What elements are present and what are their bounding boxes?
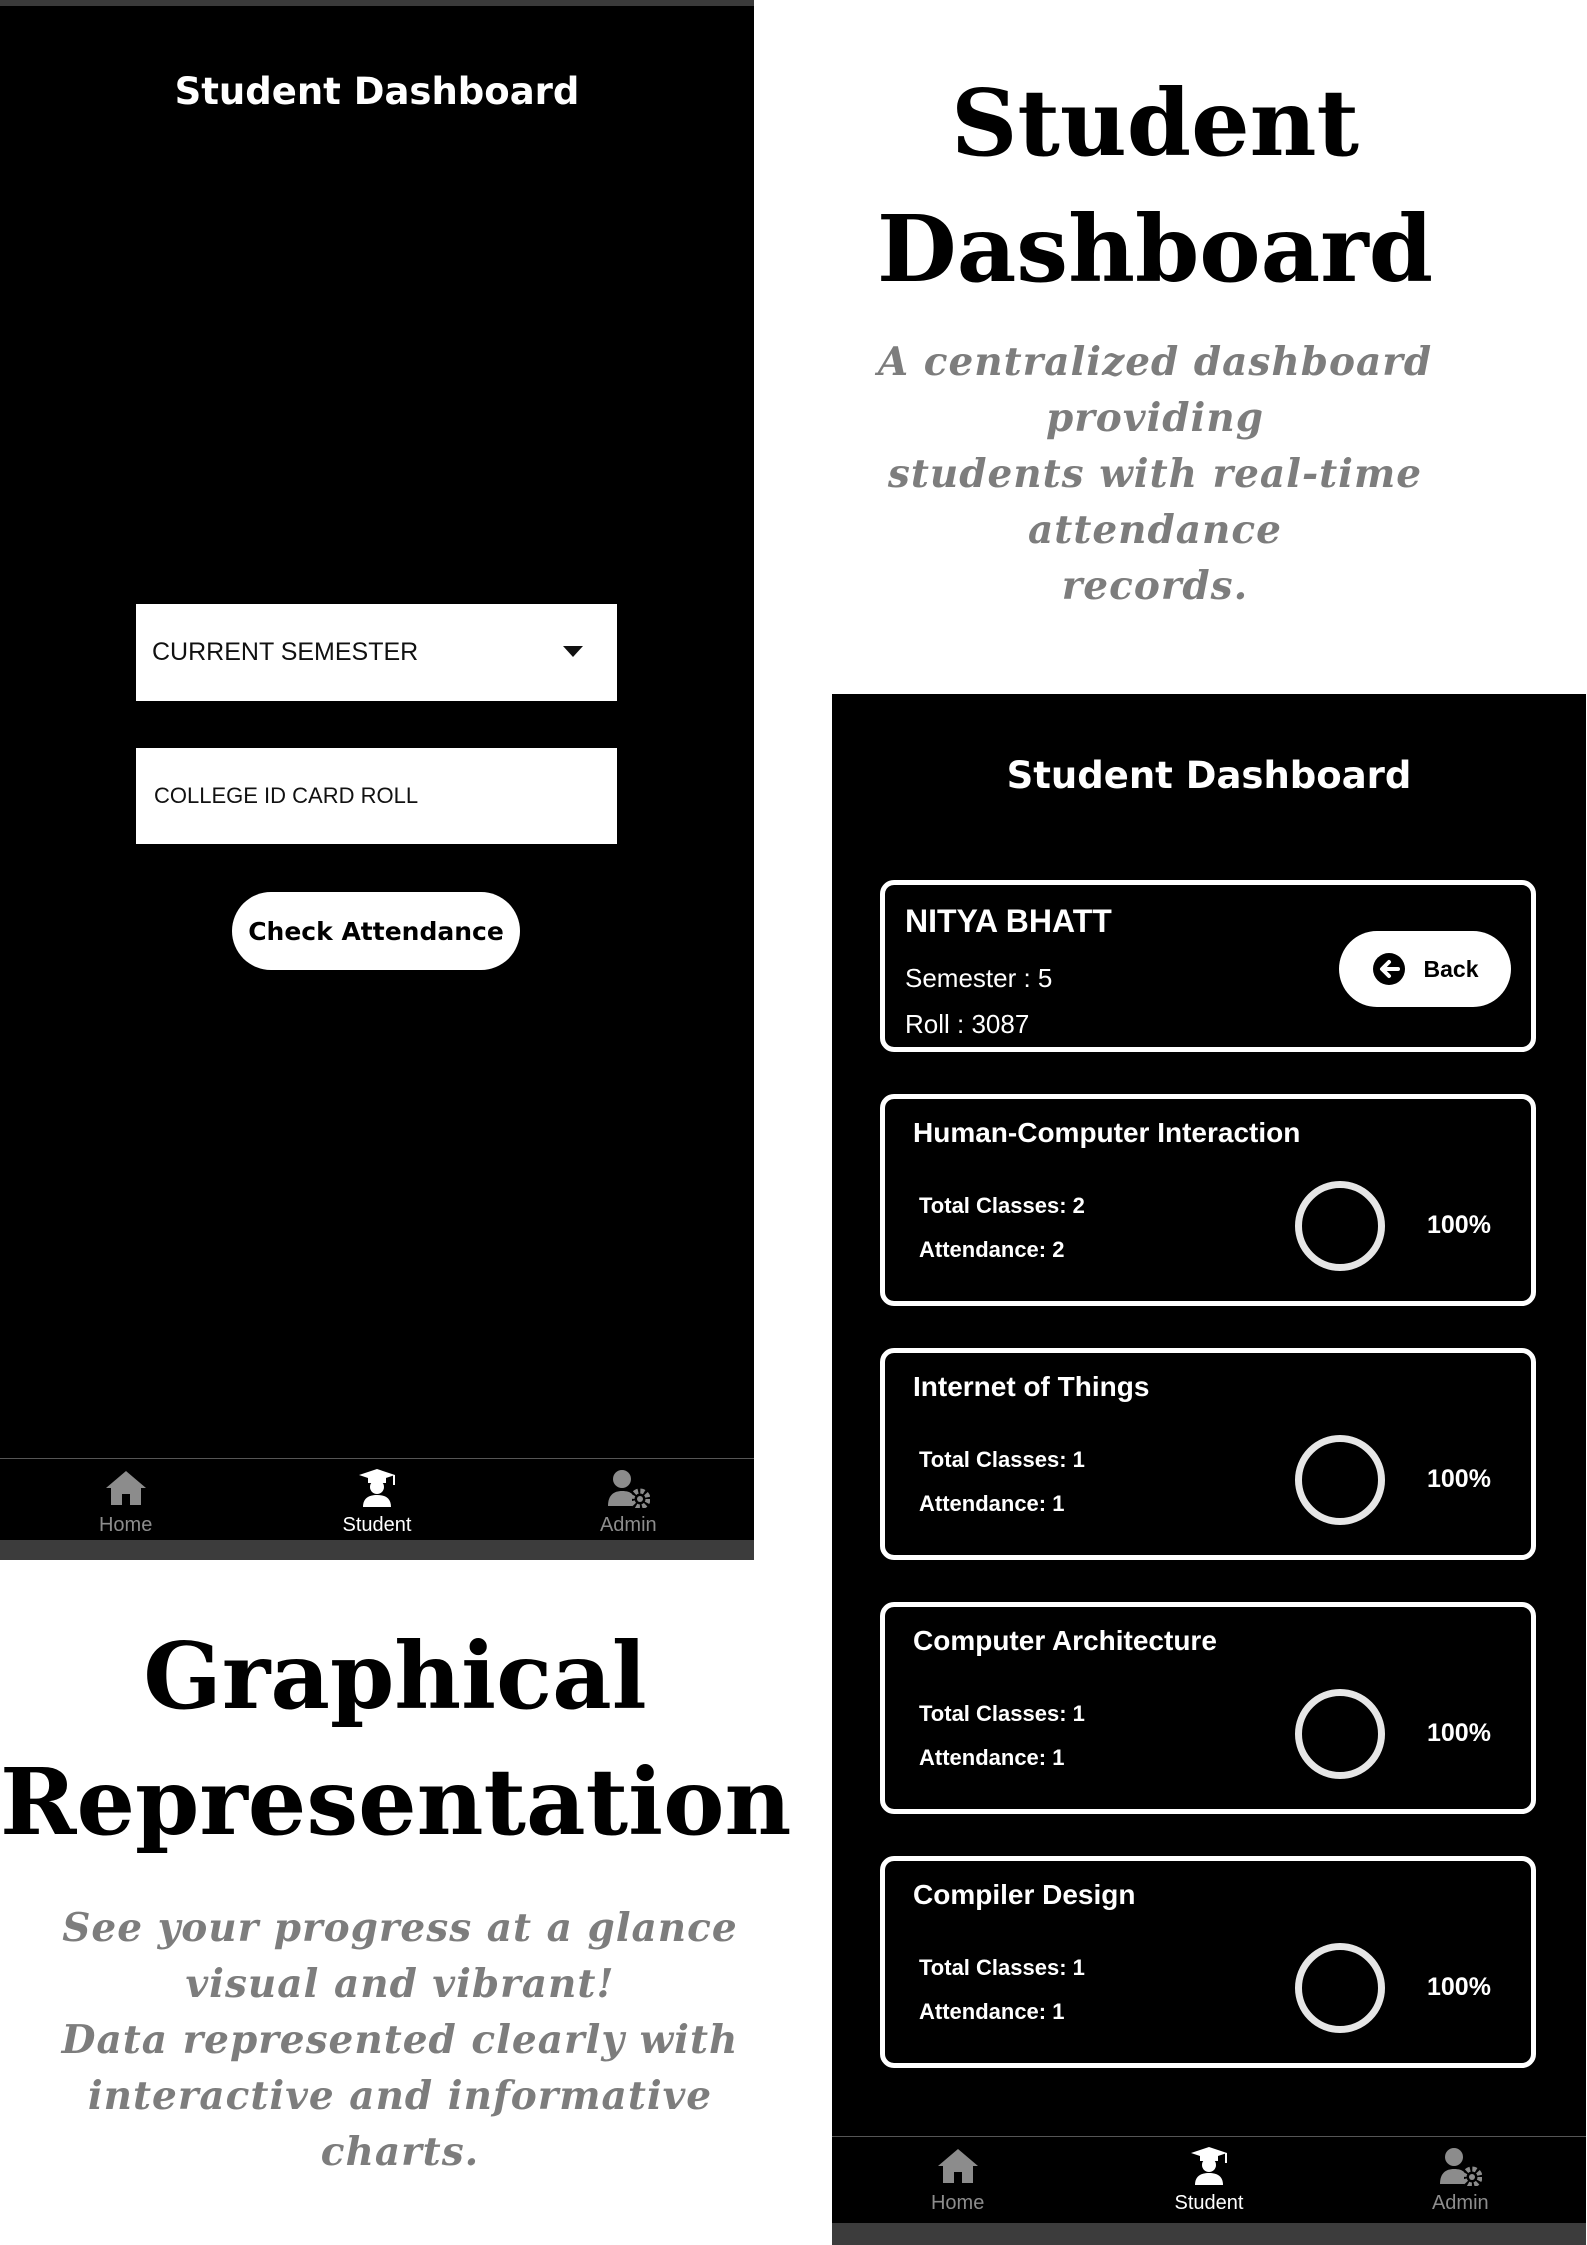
hero-subtitle-dashboard bbox=[770, 334, 1540, 614]
attendance-percent: 100% bbox=[1427, 1719, 1491, 1747]
subject-name: Computer Architecture bbox=[913, 1625, 1217, 1656]
home-icon bbox=[104, 1468, 148, 1508]
hero-subtitle-line: students with real-time attendance bbox=[887, 451, 1423, 553]
semester-select[interactable] bbox=[136, 604, 617, 701]
hero-subtitle-line: interactive and informative charts. bbox=[87, 2073, 713, 2175]
hero-subtitle-line: Data represented clearly with bbox=[61, 2017, 739, 2063]
attendance-percent: 100% bbox=[1427, 1973, 1491, 2001]
total-classes: Total Classes: 1 bbox=[919, 1447, 1085, 1472]
hero-title-line: Student bbox=[950, 69, 1360, 177]
hero-title-dashboard bbox=[780, 60, 1530, 312]
chevron-down-icon bbox=[563, 646, 583, 657]
home-icon bbox=[936, 2146, 980, 2186]
student-info-card bbox=[880, 880, 1536, 1052]
check-attendance-button[interactable]: Check Attendance bbox=[232, 892, 520, 970]
subject-card bbox=[880, 1348, 1536, 1560]
attendance-count: Attendance: 1 bbox=[919, 1491, 1065, 1516]
bottom-nav bbox=[832, 2136, 1586, 2224]
subject-card bbox=[880, 1094, 1536, 1306]
total-classes: Total Classes: 1 bbox=[919, 1955, 1085, 1980]
screen-title: Student Dashboard bbox=[174, 70, 580, 113]
student-roll: Roll : 3087 bbox=[905, 1009, 1030, 1039]
graduate-icon bbox=[1187, 2146, 1231, 2186]
subject-name: Compiler Design bbox=[913, 1879, 1136, 1910]
nav-label-home: Home bbox=[98, 1514, 153, 1536]
student-name: NITYA BHATT bbox=[905, 903, 1112, 939]
total-classes: Total Classes: 2 bbox=[919, 1193, 1085, 1218]
system-nav-bar bbox=[0, 1540, 754, 1560]
attendance-ring-chart bbox=[1295, 1435, 1385, 1525]
screen-title: Student Dashboard bbox=[1006, 754, 1412, 797]
nav-label-admin: Admin bbox=[599, 1514, 657, 1536]
nav-item-home[interactable] bbox=[0, 1459, 251, 1546]
subject-card bbox=[880, 1602, 1536, 1814]
attendance-count: Attendance: 2 bbox=[919, 1237, 1065, 1262]
graduate-icon bbox=[355, 1468, 399, 1508]
subject-name: Internet of Things bbox=[913, 1371, 1150, 1402]
nav-item-home[interactable] bbox=[832, 2137, 1083, 2224]
hero-subtitle-line: visual and vibrant! bbox=[185, 1961, 615, 2007]
left-phone-screen bbox=[0, 0, 754, 1560]
total-classes: Total Classes: 1 bbox=[919, 1701, 1085, 1726]
nav-item-admin[interactable] bbox=[503, 1459, 754, 1546]
roll-number-input[interactable] bbox=[136, 748, 617, 844]
nav-label-admin: Admin bbox=[1431, 2192, 1489, 2214]
system-nav-bar bbox=[832, 2223, 1586, 2245]
attendance-ring-chart bbox=[1295, 1689, 1385, 1779]
attendance-percent: 100% bbox=[1427, 1211, 1491, 1239]
attendance-ring-chart bbox=[1295, 1181, 1385, 1271]
bottom-nav bbox=[0, 1458, 754, 1546]
hero-subtitle-line: records. bbox=[1061, 563, 1249, 609]
subject-name: Human-Computer Interaction bbox=[913, 1117, 1301, 1148]
hero-title-graphical bbox=[0, 1613, 790, 1865]
hero-subtitle-graphical bbox=[20, 1900, 780, 2180]
subject-card bbox=[880, 1856, 1536, 2068]
admin-gear-icon bbox=[1438, 2146, 1482, 2186]
attendance-ring-chart bbox=[1295, 1943, 1385, 2033]
back-button[interactable] bbox=[1339, 931, 1511, 1007]
hero-title-line: Graphical bbox=[143, 1622, 647, 1730]
attendance-percent: 100% bbox=[1427, 1465, 1491, 1493]
student-semester: Semester : 5 bbox=[905, 963, 1053, 993]
hero-title-line: Dashboard bbox=[876, 195, 1434, 303]
nav-label-student: Student bbox=[1174, 2192, 1244, 2214]
right-phone-screen bbox=[832, 694, 1586, 2245]
arrow-left-icon bbox=[1372, 952, 1406, 986]
back-button-label: Back bbox=[1423, 955, 1479, 982]
nav-item-student[interactable] bbox=[1083, 2137, 1334, 2224]
nav-item-admin[interactable] bbox=[1335, 2137, 1586, 2224]
attendance-count: Attendance: 1 bbox=[919, 1745, 1065, 1770]
attendance-count: Attendance: 1 bbox=[919, 1999, 1065, 2024]
hero-subtitle-line: A centralized dashboard providing bbox=[877, 339, 1433, 441]
nav-label-home: Home bbox=[930, 2192, 985, 2214]
semester-select-value: CURRENT SEMESTER bbox=[152, 638, 419, 666]
nav-label-student: Student bbox=[342, 1514, 412, 1536]
hero-title-line: Representation bbox=[0, 1748, 792, 1856]
admin-gear-icon bbox=[606, 1468, 650, 1508]
hero-subtitle-line: See your progress at a glance bbox=[62, 1905, 738, 1951]
nav-item-student[interactable] bbox=[251, 1459, 502, 1546]
